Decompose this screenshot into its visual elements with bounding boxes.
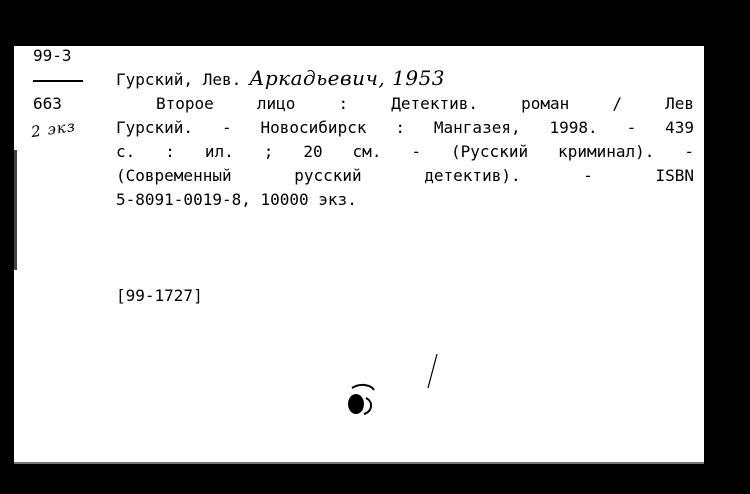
description-line-1: Второе лицо : Детектив. роман / Лев [156,94,694,113]
bibliographic-description [116,66,694,212]
scan-edge-shadow [14,150,17,270]
call-number-bottom: 663 [33,94,62,113]
call-number-divider [33,80,83,82]
handwritten-copies-note: 2 экз [29,116,77,142]
call-number-top: 99-3 [33,46,72,65]
description-line-5: 5-8091-0019-8, 10000 экз. [116,190,357,209]
description-line-4: (Современный русский детектив). - ISBN [116,166,694,185]
ink-blot-mark [344,380,378,420]
author-heading [116,66,694,92]
card-bottom-edge [14,462,704,464]
order-number: [99-1727] [116,286,203,305]
author-heading-handwritten: Аркадьевич, 1953 [249,66,446,90]
description-line-2: Гурский. - Новосибирск : Мангазея, 1998. - 439 [116,118,694,137]
description-line-3: с. : ил. ; 20 см. - (Русский криминал). - [116,142,694,161]
pencil-stroke-mark [424,352,440,392]
author-heading-printed: Гурский, Лев. [116,70,242,89]
